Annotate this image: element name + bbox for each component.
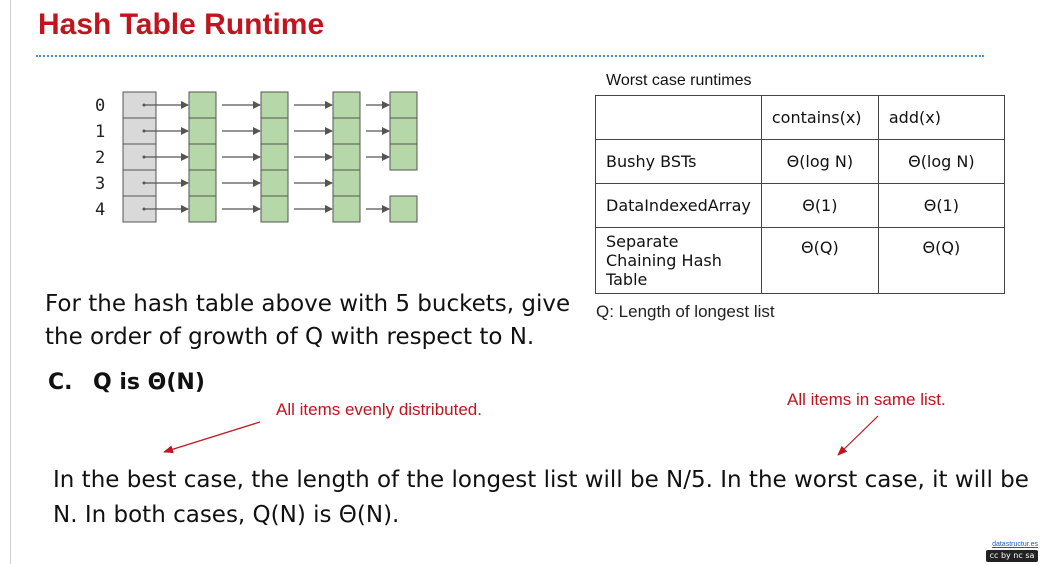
pointer-dot <box>143 156 146 159</box>
title-divider <box>36 55 984 57</box>
list-node <box>189 196 216 222</box>
slide-title: Hash Table Runtime <box>38 8 325 41</box>
bucket-index-label: 4 <box>95 200 106 220</box>
table-row <box>596 184 1005 228</box>
hash-table-diagram <box>95 88 495 238</box>
list-node <box>333 170 360 196</box>
list-node <box>390 196 417 222</box>
slide-left-border <box>10 0 11 564</box>
list-node <box>189 118 216 144</box>
add-cell: Θ(Q) <box>878 228 1004 294</box>
table-header-cell: contains(x) <box>761 96 878 140</box>
contains-cell: Θ(Q) <box>761 228 878 294</box>
list-node <box>189 144 216 170</box>
answer-text: Q is Θ(N) <box>93 370 205 395</box>
worst-case-annotation: All items in same list. <box>787 390 946 409</box>
best-case-arrow <box>164 422 260 452</box>
pointer-dot <box>143 182 146 185</box>
list-node <box>261 196 288 222</box>
bucket-index-label: 1 <box>95 122 106 142</box>
table-header-cell: add(x) <box>878 96 1004 140</box>
answer-letter: C. <box>48 370 73 395</box>
list-node <box>261 170 288 196</box>
row-name-cell: Separate Chaining Hash Table <box>596 228 762 294</box>
list-node <box>333 92 360 118</box>
pointer-dot <box>143 130 146 133</box>
license-badge: cc by nc sa <box>986 550 1038 562</box>
pointer-dot <box>143 104 146 107</box>
contains-cell: Θ(log N) <box>761 140 878 184</box>
add-cell: Θ(1) <box>878 184 1004 228</box>
question-text: For the hash table above with 5 buckets, give the order of growth of Q with respect to N. <box>45 291 571 350</box>
contains-cell: Θ(1) <box>761 184 878 228</box>
table-row <box>596 228 1005 294</box>
list-node <box>390 118 417 144</box>
list-node <box>390 92 417 118</box>
table-row <box>596 140 1005 184</box>
list-node <box>333 144 360 170</box>
list-node <box>261 144 288 170</box>
list-node <box>261 92 288 118</box>
list-node <box>189 92 216 118</box>
add-cell: Θ(log N) <box>878 140 1004 184</box>
list-node <box>333 118 360 144</box>
row-name-cell: Bushy BSTs <box>596 140 762 184</box>
runtime-table-caption: Worst case runtimes <box>606 72 752 89</box>
table-header-cell <box>596 96 762 140</box>
bucket-index-label: 2 <box>95 148 106 168</box>
bucket-index-label: 0 <box>95 96 106 116</box>
row-name-cell: DataIndexedArray <box>596 184 762 228</box>
list-node <box>189 170 216 196</box>
list-node <box>390 144 417 170</box>
table-header-row <box>596 96 1005 140</box>
worst-case-arrow <box>838 416 878 455</box>
answer-line <box>48 370 205 395</box>
explanation-text: In the best case, the length of the longest list will be N/5. In the worst case, it will be N. In both cases, Q(N) is Θ(N). <box>53 467 1029 528</box>
best-case-annotation: All items evenly distributed. <box>276 400 482 419</box>
bucket-index-label: 3 <box>95 174 106 194</box>
list-node <box>333 196 360 222</box>
pointer-dot <box>143 208 146 211</box>
credit-link[interactable]: datastructur.es <box>992 541 1038 548</box>
q-definition-note: Q: Length of longest list <box>596 302 775 321</box>
list-node <box>261 118 288 144</box>
runtime-table <box>595 95 1005 294</box>
